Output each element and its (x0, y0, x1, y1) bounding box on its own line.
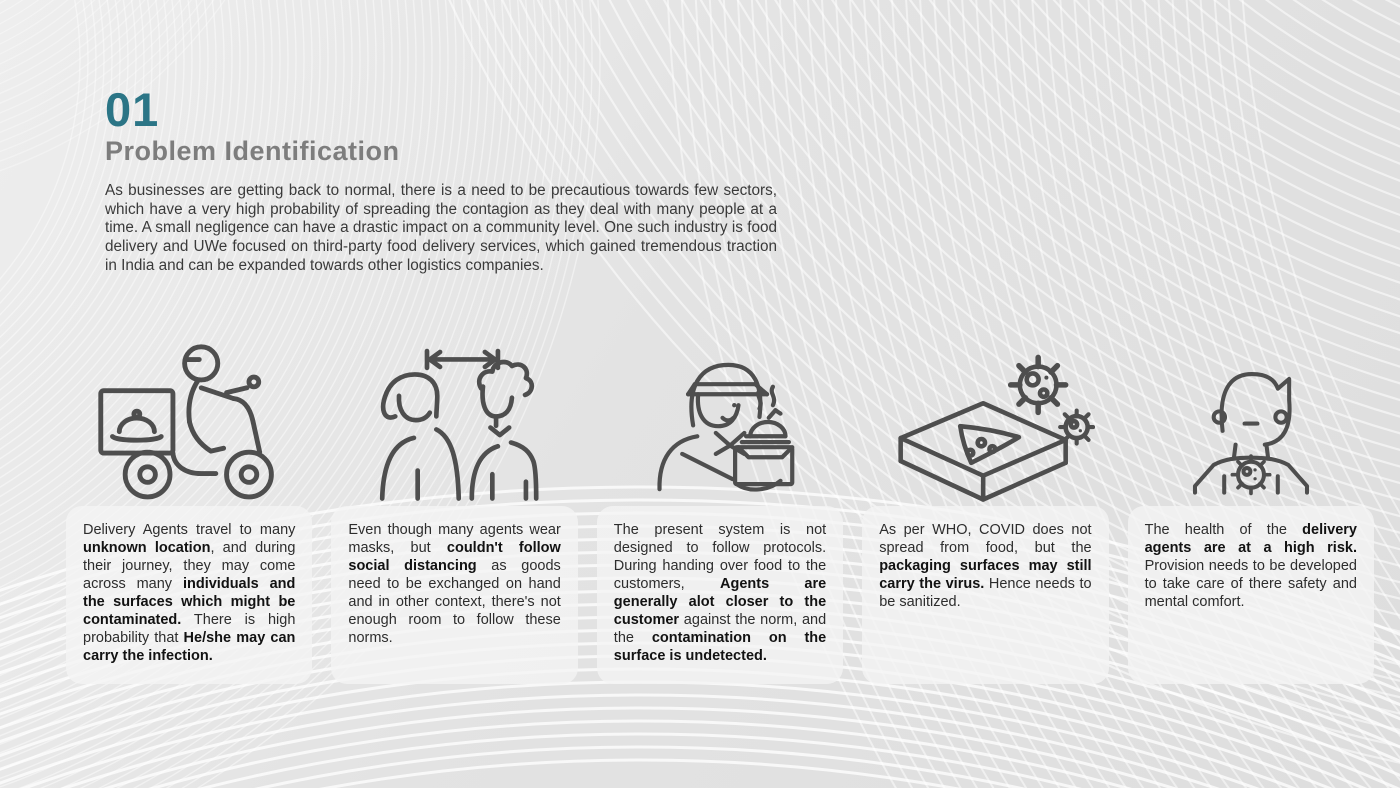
header (105, 83, 777, 275)
column-packaging (862, 300, 1108, 684)
card-text: Even though many agents wear masks, but couldn't follow social distancing as goods need to be exchanged on hand and in other context, there's not enough room to follow these norms. (348, 522, 561, 646)
section-number: 01 (105, 83, 160, 136)
icon-box (66, 300, 312, 506)
card-text: The health of the delivery agents are at a high risk. Provision needs to be developed to take care of there safety and mental comfort. (1144, 522, 1357, 610)
contaminated-package-icon (875, 350, 1095, 506)
card-text: The present system is not designed to follow protocols. During handing over food to the customers, Agents are generally alot closer to the customer against the norm, and the contamination on the surface is undetected. (613, 522, 827, 664)
column-agent-health (1128, 300, 1374, 684)
page-title: Problem Identification (105, 136, 400, 166)
card (1128, 506, 1374, 684)
card (862, 506, 1108, 684)
card (331, 506, 577, 684)
delivery-scooter-icon (92, 330, 287, 506)
food-handover-icon (636, 338, 804, 506)
intro-paragraph: As businesses are getting back to normal, there is a need to be precautious towards few sectors, which have a very high probability of spreading the contagion as they deal with many people at a time. A small negligence can have a drastic impact on a community level. One such industry is food delivery and UWe focused on third-party food delivery services, which gained tremendous traction in India and can be expanded towards other logistics companies. (105, 182, 777, 274)
icon-box (597, 300, 843, 506)
icon-box (1128, 300, 1374, 506)
infected-person-icon (1182, 346, 1320, 506)
social-distancing-icon (360, 338, 550, 506)
icon-box (331, 300, 577, 506)
card-text: As per WHO, COVID does not spread from food, but the packaging surfaces may still carry the virus. Hence needs to be sanitized. (879, 522, 1092, 610)
card (597, 506, 843, 684)
column-social-distancing (331, 300, 577, 684)
card-text: Delivery Agents travel to many unknown location, and during their journey, they may come across many individuals and the surfaces which might be contaminated. There is high probability that He/she may can carry the infection. (83, 522, 296, 664)
column-delivery-agents (66, 300, 312, 684)
icon-box (862, 300, 1108, 506)
content-columns (66, 300, 1374, 684)
column-food-handover (597, 300, 843, 684)
card (66, 506, 312, 684)
